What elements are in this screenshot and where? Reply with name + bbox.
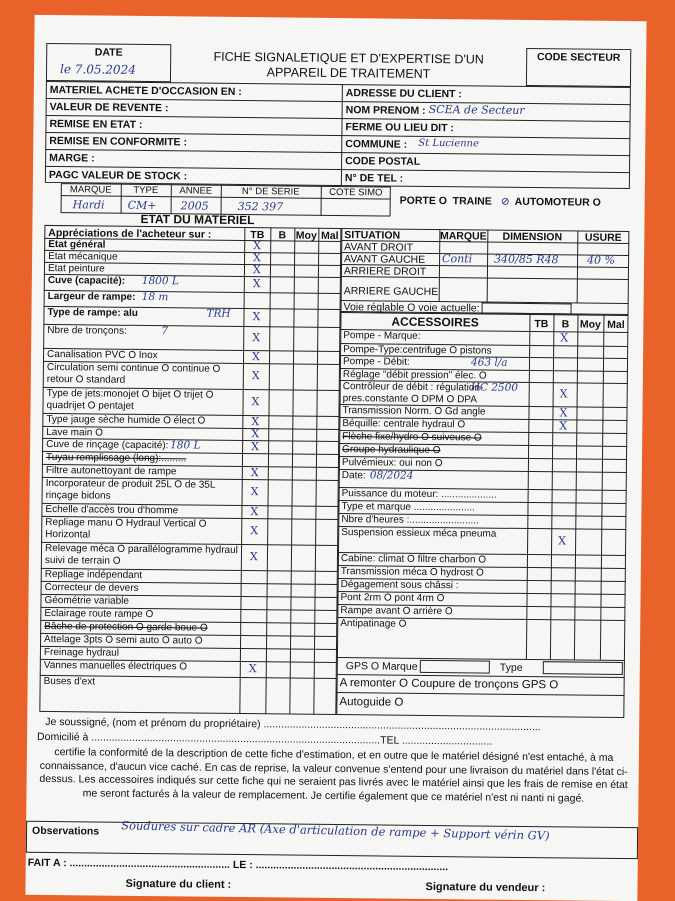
observations-value: Soudures sur cadre AR (Axe d'articulation de rampe + Support vérin GV) <box>121 818 550 843</box>
signature-client-label: Signature du client : <box>125 877 232 891</box>
accessoire-row-label: Flèche fixe/hydro O suiveuse O <box>342 431 482 444</box>
etat-row-label: Repliage indépendant <box>44 568 143 581</box>
etat-row-mark: X <box>251 439 260 453</box>
materiel-achete-label: MATERIEL ACHETE D'OCCASION EN : <box>49 83 242 98</box>
voie-label: Voie réglable O voie actuelle: <box>343 301 480 315</box>
gps-marque-label: GPS O Marque <box>345 660 418 673</box>
avant-gauche-label: AVANT GAUCHE <box>344 253 426 266</box>
accessoire-row-label: Puissance du moteur: .................... <box>341 488 497 501</box>
etat-col-b: B <box>278 229 287 242</box>
accessoire-row-label: Béquille: centrale hydraul O <box>342 418 466 431</box>
certification-text: certifie la conformité de la description de cette fiche d'estimation, et en outre que le matériel désigné n'est entaché, à ma connaissance, d'aucun vice caché. En cas de reprise, la valeur convenue s'entend pour une livraison du matériel dans l'état ci-dessus. Les accessoires indiqués sur cette fiche qui ne seraient pas livrés avec le matériel ainsi que les frais de remise en état me seront facturés à la valeur de remplacement. Je certifie également que ce matériel n'est ni nanti ni gagé. <box>39 746 628 805</box>
etat-col-tb: TB <box>250 229 265 242</box>
arriere-droit-label: ARRIERE DROIT <box>343 265 427 278</box>
etat-row-mark: X <box>252 310 261 324</box>
situation-usure-header: USURE <box>584 231 622 244</box>
serie-header: N° DE SERIE <box>241 186 300 198</box>
situation-dimension-header: DIMENSION <box>502 230 563 244</box>
etat-row-value: 7 <box>161 325 169 338</box>
etat-row-mark: X <box>252 331 261 345</box>
acc-col-mal: Mal <box>607 318 625 332</box>
etat-row-label: Relevage méca O parallélogramme hydraul suivi de terrain O <box>44 542 238 567</box>
type-value: CM+ <box>127 198 157 213</box>
pagc-label: PAGC VALEUR DE STOCK : <box>48 168 188 183</box>
accessoire-row-label: Pompe - Débit: <box>342 356 410 368</box>
accessoire-row-label: Cabine: climat O filtre charbon O <box>340 553 487 566</box>
accessoire-row-label: Pompe - Marque: <box>343 330 421 342</box>
nom-label: NOM PRENOM : <box>345 104 426 117</box>
etat-row-mark: X <box>251 414 260 428</box>
etat-row-label: Cuve (capacité): <box>47 274 126 287</box>
gps-type-label: Type <box>499 661 523 674</box>
etat-row-mark: X <box>252 277 261 291</box>
etat-row-mark: X <box>250 504 259 518</box>
acc-col-b: B <box>561 318 570 331</box>
gps-type-field <box>543 661 623 675</box>
etat-row-label: Repliage manu O Hydraul Vertical O Horizontal <box>45 516 207 541</box>
annee-header: ANNEE <box>179 185 213 197</box>
traine-option: TRAINE <box>452 195 492 208</box>
expertise-form <box>25 15 646 901</box>
etat-row-label: Géométrie variable <box>44 594 130 607</box>
etat-row-label: Type de jets:monojet O bijet O trijet O quadrijet O pentajet <box>46 387 214 412</box>
autoguide-label: Autoguide O <box>339 696 404 709</box>
etat-row-label: Lave main O <box>46 426 104 439</box>
serie-value: 352 397 <box>237 199 284 214</box>
accessoire-row-label: Contrôleur de débit : régulation- pres.constante O DPM O DPA <box>342 381 484 406</box>
remise-conformite-label: REMISE EN CONFORMITE : <box>49 134 188 149</box>
form-title-line1: FICHE SIGNALETIQUE ET D'EXPERTISE D'UN <box>213 49 484 67</box>
accessoire-row-label: Suspension essieux méca pneuma <box>341 527 497 540</box>
etat-row-label: Etat général <box>48 238 106 251</box>
accessoire-row-label: Pulvémieux: oui non O <box>341 457 443 470</box>
remonter-label: A remonter O Coupure de tronçons GPS O <box>339 677 559 692</box>
etat-row-value: 18 m <box>141 290 169 304</box>
etat-row-value: 1800 L <box>141 274 179 288</box>
etat-row-mark: X <box>251 349 260 363</box>
accessoire-row-value: 463 l/a <box>470 356 508 369</box>
etat-row-label: Type jauge sèche humide O élect O <box>46 413 206 427</box>
etat-row-label: Largeur de rampe: <box>47 290 136 303</box>
automoteur-option: AUTOMOTEUR O <box>514 195 601 209</box>
porte-option: PORTE O <box>399 194 448 208</box>
etat-row-label: Buses d'ext <box>43 675 96 688</box>
commune-value: St Lucienne <box>418 137 480 150</box>
ferme-label: FERME OU LIEU DIT : <box>345 121 455 135</box>
code-secteur-label: CODE SECTEUR <box>536 51 621 64</box>
accessoire-row-label: Rampe avant O arrière O <box>340 605 453 618</box>
observations-label: Observations <box>32 824 100 838</box>
accessoires-rows <box>35 15 647 21</box>
etat-col-moy: Moy <box>295 229 317 242</box>
marque-header: MARQUE <box>69 184 112 196</box>
etat-row-label: Type de rampe: alu <box>47 306 138 319</box>
accessoire-row-mark: X <box>559 405 568 419</box>
etat-row-label: Attelage 3pts O semi auto O auto O <box>44 633 203 647</box>
gps-marque-field <box>420 660 490 674</box>
etat-row-label: Eclairage route rampe O <box>44 607 154 621</box>
situation-marque-header: MARQUE <box>439 230 487 243</box>
accessoire-row-label: Pompe-Type:centrifuge O pistons <box>343 344 492 357</box>
etat-row-mark: X <box>251 369 260 383</box>
etat-row-mark: X <box>249 550 258 564</box>
etat-row-mark: X <box>250 465 259 479</box>
etat-row-label: Etat peinture <box>47 262 105 275</box>
avant-gauche-marque: Conti <box>442 252 473 266</box>
etat-row-label: Vannes manuelles électriques O <box>43 659 188 673</box>
etat-row-label: Incorporateur de produit 25L O de 35L rinçage bidons <box>45 477 216 502</box>
etat-row-value: 180 L <box>170 439 201 452</box>
accessoire-row-label: Dégagement sous châssi : <box>340 579 459 592</box>
accessoire-row-value: HC 2500 <box>470 381 519 394</box>
domicilie-line: Domicilié à ...................................................................................................TEL ............................... <box>37 730 493 748</box>
accessoire-row-label: Transmission Norm. O Gd angle <box>342 405 486 418</box>
cote-simo-header: COTE SIMO <box>329 186 383 199</box>
accessoire-row-mark: X <box>560 331 569 345</box>
commune-label: COMMUNE : <box>345 138 408 151</box>
etat-row-mark: X <box>251 395 260 409</box>
acc-col-tb: TB <box>534 318 549 331</box>
date-value: le 7.05.2024 <box>59 62 136 77</box>
signature-vendeur-label: Signature du vendeur : <box>425 880 546 895</box>
fait-a-line: FAIT A : ....................................................... LE : .................................................................. <box>27 856 449 874</box>
marque-value: Hardi <box>72 198 105 212</box>
etat-row-mark: X <box>253 239 262 253</box>
avant-gauche-usure: 40 % <box>587 253 616 267</box>
situation-header: SITUATION <box>344 229 401 242</box>
accessoires-title: ACCESSOIRES <box>391 314 479 330</box>
accessoire-row-mark: X <box>558 534 567 548</box>
etat-row-mark: X <box>250 485 259 499</box>
avant-gauche-dimension: 340/85 R48 <box>494 252 559 267</box>
etat-row-mark: X <box>250 524 259 538</box>
etat-row-value: TRH <box>206 307 231 320</box>
annee-value: 2005 <box>180 199 209 213</box>
etat-row-label: Bâche de protection O garde boue O <box>44 620 208 634</box>
voie-actuelle-field <box>482 303 572 315</box>
accessoire-row-label: Nbre d'heures :......................... <box>341 514 479 527</box>
accessoire-row-label: Pont 2rm O pont 4rm O <box>340 592 445 605</box>
etat-row-label: Cuve de rinçage (capacité): <box>46 438 169 452</box>
arriere-gauche-label: ARRIERE GAUCHE <box>343 285 439 299</box>
etat-row-mark: X <box>251 427 260 441</box>
etat-row-label: Filtre autonettoyant de rampe <box>45 464 177 478</box>
etat-row-mark: X <box>253 251 262 265</box>
etat-rows <box>35 15 647 21</box>
etat-row-label: Canalisation PVC O Inox <box>47 348 158 362</box>
nom-value: SCEA de Secteur <box>428 102 525 117</box>
etat-row-label: Freinage hydraul <box>43 646 120 659</box>
etat-row-label: Correcteur de devers <box>44 581 139 594</box>
etat-title: ETAT DU MATERIEL <box>140 211 255 228</box>
tel-label: N° DE TEL : <box>344 172 404 185</box>
avant-droit-label: AVANT DROIT <box>344 241 414 254</box>
accessoire-row-value: 08/2024 <box>369 469 414 482</box>
etat-row-label: Circulation semi continue O continue O retour O standard <box>46 361 221 386</box>
accessoire-row-label: Groupe hydraulique O <box>342 444 441 457</box>
marge-label: MARGE : <box>49 151 95 165</box>
etat-row-label: Nbre de tronçons: <box>47 324 127 337</box>
remise-etat-label: REMISE EN ETAT : <box>49 117 143 131</box>
etat-row-label: Etat mécanique <box>48 250 118 263</box>
accessoire-row-label: Transmission méca O hydrost O <box>340 566 484 579</box>
accessoire-row-mark: X <box>559 387 568 401</box>
appreciation-label: Appréciations de l'acheteur sur : <box>48 226 212 241</box>
accessoire-row-label: Antipatinage O <box>340 618 407 630</box>
form-title-line2: APPAREIL DE TRAITEMENT <box>266 65 431 81</box>
accessoire-row-label: Type et marque ...................... <box>341 501 475 514</box>
accessoire-row-mark: X <box>559 418 568 432</box>
etat-col-mal: Mal <box>320 229 339 243</box>
accessoire-row-label: Réglage "débit pression" élec. O <box>342 369 487 382</box>
traine-checked: ⊘ <box>500 194 510 208</box>
etat-row-label: Echelle d'accès trou d'homme <box>45 503 179 517</box>
valeur-revente-label: VALEUR DE REVENTE : <box>49 100 169 115</box>
soussigne-line: Je soussigné, (nom et prénom du propriétaire) ............................................................................................... <box>45 715 541 734</box>
acc-col-moy: Moy <box>579 318 601 331</box>
etat-row-mark: X <box>248 662 257 676</box>
date-label: DATE <box>94 46 123 59</box>
etat-row-label: Tuyau remplissage (long):......... <box>45 451 187 465</box>
adresse-label: ADRESSE DU CLIENT : <box>345 87 462 101</box>
etat-row-mark: X <box>252 263 261 277</box>
type-header: TYPE <box>133 184 159 197</box>
code-postal-label: CODE POSTAL <box>345 155 421 168</box>
accessoire-row-label: Date: <box>341 470 366 482</box>
